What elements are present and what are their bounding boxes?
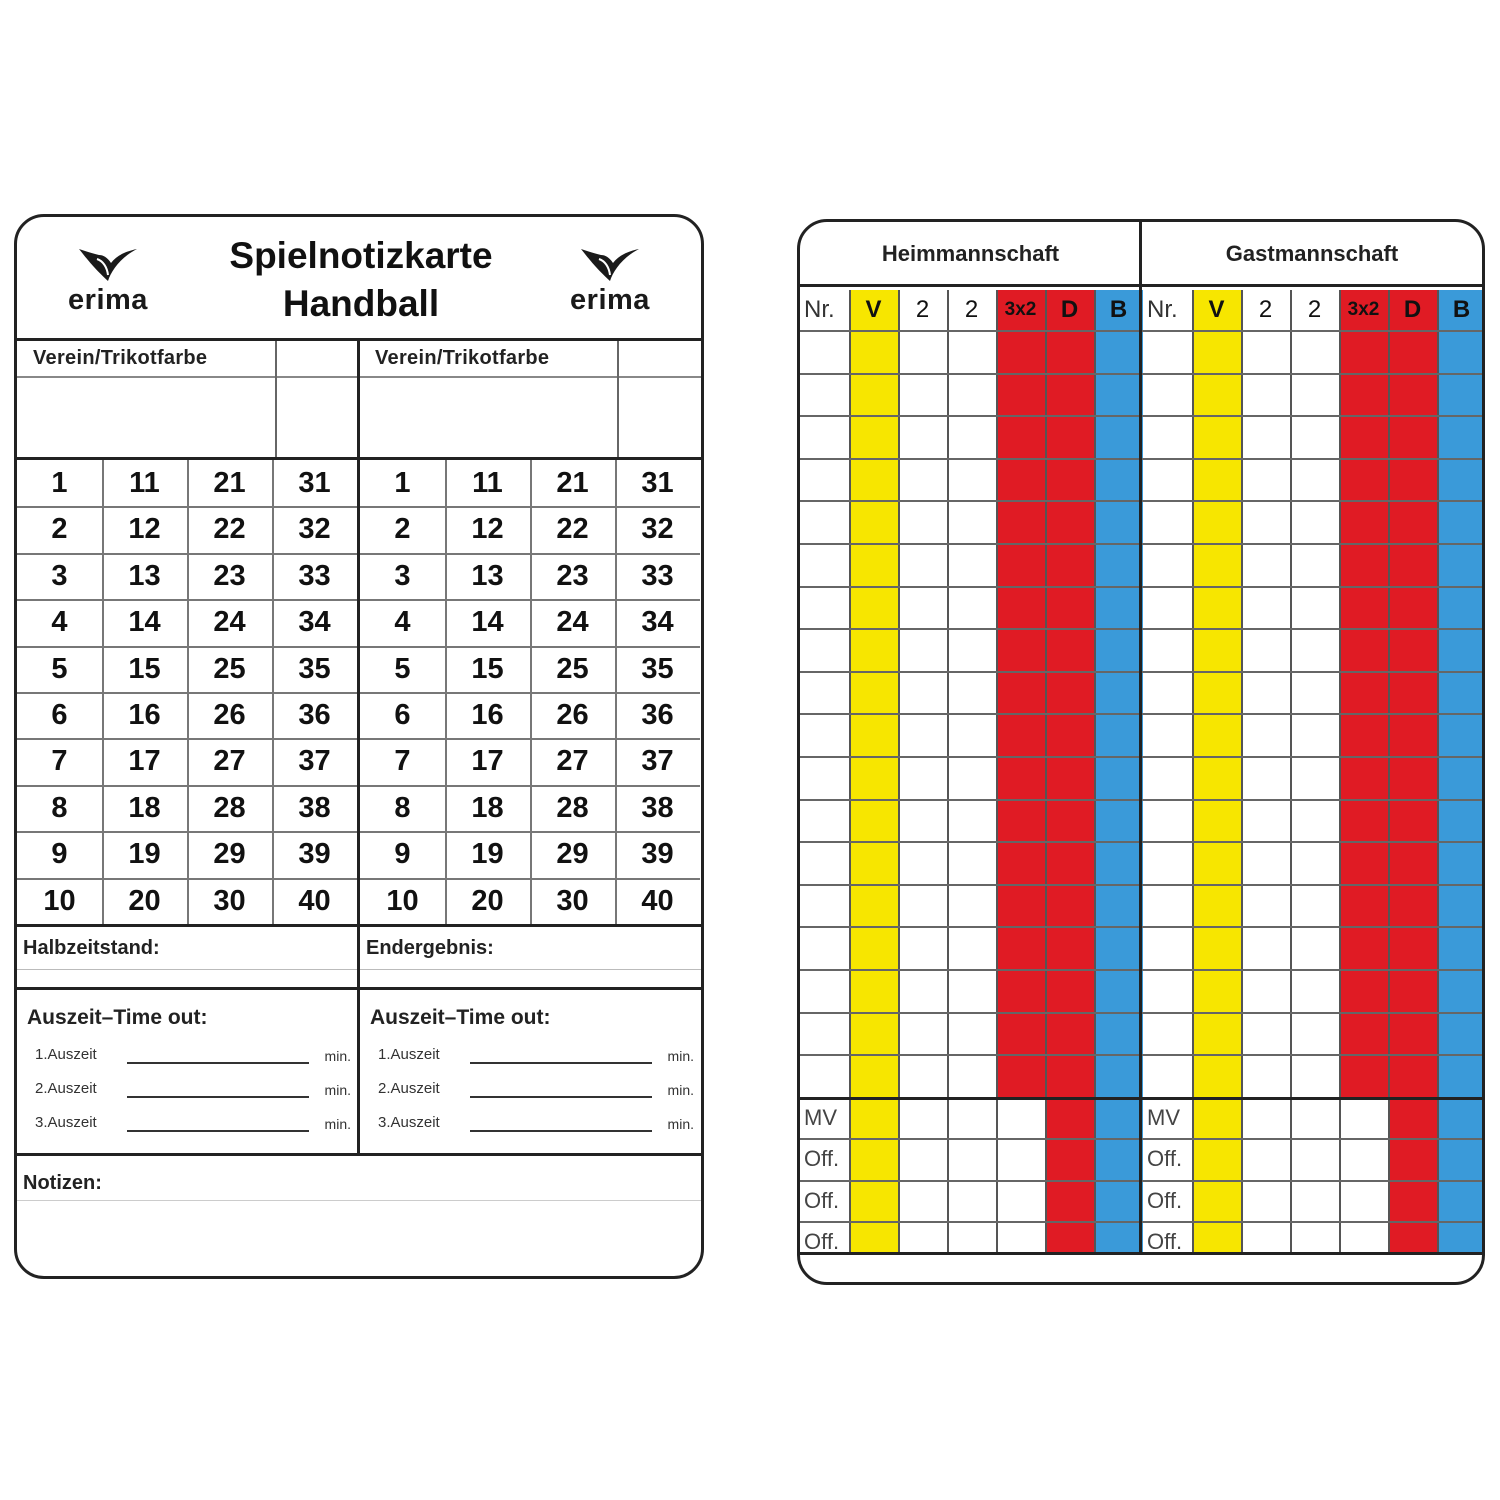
player-number-cell[interactable]: 34 (641, 606, 674, 639)
player-number-cell[interactable]: 39 (298, 838, 331, 871)
grid-line (800, 1012, 1143, 1014)
brand-word: erima (570, 284, 650, 316)
write-line (127, 1096, 309, 1098)
divider (17, 969, 357, 970)
grid-line (445, 460, 447, 924)
player-number-cell[interactable]: 35 (641, 652, 674, 685)
player-number-cell[interactable]: 21 (556, 467, 589, 499)
halftime-box[interactable] (17, 924, 357, 990)
team-box-right[interactable] (359, 341, 701, 460)
min-label: min. (667, 1116, 694, 1132)
player-number-cell[interactable]: 36 (298, 699, 331, 731)
player-number-cell[interactable]: 29 (556, 838, 589, 871)
grid-line (800, 884, 1143, 886)
column-header: 3x2 (1347, 299, 1380, 320)
timeout-box-right (360, 990, 701, 1156)
grid-line (947, 290, 949, 1252)
column-3-body (947, 290, 996, 1097)
grid-line (1339, 290, 1341, 1252)
player-number-cell[interactable]: 28 (556, 791, 589, 824)
grid-line (1143, 969, 1485, 971)
player-number-cell[interactable]: 12 (471, 513, 504, 546)
team-label: Verein/Trikotfarbe (33, 347, 208, 369)
player-number-cell[interactable]: 6 (51, 699, 68, 731)
timeout-row[interactable] (378, 1080, 694, 1102)
min-label: min. (324, 1048, 351, 1064)
erima-logo-right (555, 245, 665, 325)
player-number-cell[interactable]: 20 (128, 884, 161, 917)
grid-line (1290, 290, 1292, 1252)
column-3-footer (1290, 1097, 1339, 1252)
grid-line (800, 330, 1143, 332)
grid-line (1143, 926, 1485, 928)
min-label: min. (667, 1048, 694, 1064)
center-divider (1139, 222, 1142, 1252)
player-number-cell[interactable]: 17 (471, 745, 504, 778)
player-number-cell[interactable]: 10 (386, 884, 419, 917)
grid-line (800, 713, 1143, 715)
official-row-label[interactable]: MV (1147, 1104, 1180, 1130)
player-number-cell[interactable]: 3 (394, 559, 411, 592)
player-number-cell[interactable]: 40 (641, 884, 674, 917)
player-number-cell[interactable]: 18 (128, 791, 161, 824)
grid-line (615, 460, 617, 924)
grid-line (1143, 756, 1485, 758)
timeout-row[interactable] (35, 1046, 351, 1068)
column-header: 2 (1258, 296, 1273, 323)
grid-line (1388, 290, 1390, 1252)
official-row-label[interactable]: Off. (1147, 1187, 1183, 1213)
write-line (470, 1096, 652, 1098)
divider (359, 376, 701, 378)
grid-line (800, 1221, 1143, 1223)
player-number-cell[interactable]: 27 (556, 745, 589, 778)
player-number-cell[interactable]: 36 (641, 699, 674, 731)
column-header: V (865, 296, 882, 323)
player-number-cell[interactable]: 26 (213, 699, 246, 731)
grid-line (849, 290, 851, 1252)
brand-word: erima (68, 284, 148, 316)
player-number-cell[interactable]: 32 (641, 513, 674, 546)
grid-line (530, 460, 532, 924)
player-number-cell[interactable]: 14 (471, 606, 504, 639)
grid-line (898, 290, 900, 1252)
grid-line (800, 373, 1143, 375)
column-0-body (1143, 290, 1192, 1097)
grid-line (800, 1054, 1143, 1056)
player-number-cell[interactable]: 37 (641, 745, 674, 778)
timeout-label: Auszeit–Time out: (370, 1006, 551, 1029)
grid-line (1143, 884, 1485, 886)
erima-logo-left (53, 245, 163, 325)
erima-wing-icon (579, 245, 641, 285)
grid-line (1143, 1012, 1485, 1014)
player-number-cell[interactable]: 31 (641, 467, 674, 499)
player-number-cell[interactable]: 3 (51, 559, 68, 592)
column-1-footer (1192, 1097, 1241, 1252)
grid-line (800, 969, 1143, 971)
grid-line (800, 586, 1143, 588)
timeout-row[interactable] (378, 1046, 694, 1068)
grid-line (800, 1097, 1143, 1100)
player-number-cell[interactable]: 6 (394, 699, 411, 731)
player-number-cell[interactable]: 9 (394, 838, 411, 871)
column-header: D (1403, 296, 1422, 323)
column-2-footer (898, 1097, 947, 1252)
player-number-cell[interactable]: 22 (556, 513, 589, 546)
grid-line (102, 460, 104, 924)
grid-line (272, 460, 274, 924)
grid-line (800, 458, 1143, 460)
column-1-body (1192, 290, 1241, 1097)
team-label: Verein/Trikotfarbe (375, 347, 550, 369)
player-number-cell[interactable]: 24 (213, 606, 246, 639)
grid-line (800, 628, 1143, 630)
player-number-cell[interactable]: 23 (213, 559, 246, 592)
grid-line (1143, 841, 1485, 843)
player-number-cell[interactable]: 10 (43, 884, 76, 917)
player-number-cell[interactable]: 4 (394, 606, 411, 639)
divider (17, 1200, 701, 1201)
divider (17, 376, 359, 378)
column-4-footer (1339, 1097, 1388, 1252)
player-number-cell[interactable]: 27 (213, 745, 246, 778)
timeout-label: Auszeit–Time out: (27, 1006, 208, 1029)
guest-team-header: Gastmannschaft (1142, 222, 1482, 287)
divider (617, 341, 619, 457)
divider (360, 969, 701, 970)
player-number-cell[interactable]: 38 (298, 791, 331, 824)
column-3-footer (947, 1097, 996, 1252)
grid-line (800, 926, 1143, 928)
timeout-row-label: 3.Auszeit (378, 1114, 440, 1131)
column-header: Nr. (1147, 296, 1178, 323)
column-2-body (898, 290, 947, 1097)
grid-line (187, 460, 189, 924)
player-number-cell[interactable]: 16 (128, 699, 161, 731)
notes-box[interactable] (17, 1156, 701, 1276)
min-label: min. (324, 1082, 351, 1098)
timeout-row[interactable] (35, 1080, 351, 1102)
grid-line (1143, 1221, 1485, 1223)
timeout-row-label: 1.Auszeit (35, 1046, 97, 1063)
player-number-cell[interactable]: 7 (51, 745, 68, 778)
grid-line (1143, 415, 1485, 417)
player-number-cell[interactable]: 4 (51, 606, 68, 639)
grid-line (800, 841, 1143, 843)
grid-line (800, 415, 1143, 417)
column-header: 2 (915, 296, 930, 323)
grid-line (1241, 290, 1243, 1252)
player-number-cell[interactable]: 15 (128, 652, 161, 685)
timeout-row-label: 2.Auszeit (378, 1080, 440, 1097)
player-number-cell[interactable]: 38 (641, 791, 674, 824)
column-3-body (1290, 290, 1339, 1097)
write-line (470, 1130, 652, 1132)
final-result-box[interactable] (360, 924, 701, 990)
back-card (797, 219, 1485, 1285)
player-number-cell[interactable]: 17 (128, 745, 161, 778)
column-5-body (1045, 290, 1094, 1097)
column-2-footer (1241, 1097, 1290, 1252)
timeout-row-label: 1.Auszeit (378, 1046, 440, 1063)
column-header: 3x2 (1004, 299, 1037, 320)
player-number-cell[interactable]: 13 (471, 559, 504, 592)
team-box-left[interactable] (17, 341, 359, 460)
official-row-label[interactable]: Off. (1147, 1229, 1183, 1255)
grid-line (1143, 586, 1485, 588)
player-number-grid-left (17, 460, 357, 924)
column-5-body (1388, 290, 1437, 1097)
grid-line (1045, 290, 1047, 1252)
player-number-cell[interactable]: 2 (394, 513, 411, 546)
player-number-cell[interactable]: 24 (556, 606, 589, 639)
official-row-label[interactable]: Off. (1147, 1146, 1183, 1172)
official-row-label[interactable]: Off. (804, 1187, 840, 1213)
grid-line (800, 500, 1143, 502)
column-1-body (849, 290, 898, 1097)
column-0-body (800, 290, 849, 1097)
column-5-footer (1388, 1097, 1437, 1252)
grid-line (1143, 628, 1485, 630)
player-number-cell[interactable]: 1 (51, 467, 68, 499)
column-4-body (996, 290, 1045, 1097)
player-number-cell[interactable]: 39 (641, 838, 674, 871)
player-number-cell[interactable]: 16 (471, 699, 504, 731)
timeout-box-left (17, 990, 357, 1156)
grid-line (800, 1138, 1143, 1140)
write-line (127, 1062, 309, 1064)
front-card (14, 214, 704, 1279)
player-number-cell[interactable]: 33 (641, 559, 674, 592)
grid-line (800, 671, 1143, 673)
grid-line (1143, 500, 1485, 502)
final-label: Endergebnis: (366, 937, 494, 959)
grid-line (1143, 671, 1485, 673)
min-label: min. (667, 1082, 694, 1098)
player-number-cell[interactable]: 23 (556, 559, 589, 592)
grid-line (1143, 458, 1485, 460)
grid-line (1143, 373, 1485, 375)
column-4-body (1339, 290, 1388, 1097)
write-line (127, 1130, 309, 1132)
grid-line (800, 543, 1143, 545)
player-number-cell[interactable]: 29 (213, 838, 246, 871)
player-number-cell[interactable]: 2 (51, 513, 68, 546)
player-number-cell[interactable]: 19 (128, 838, 161, 871)
player-number-cell[interactable]: 15 (471, 652, 504, 685)
column-6-body (1094, 290, 1143, 1097)
grid-line (1143, 713, 1485, 715)
player-number-cell[interactable]: 28 (213, 791, 246, 824)
player-number-cell[interactable]: 12 (128, 513, 161, 546)
grid-line (1094, 290, 1096, 1252)
player-number-cell[interactable]: 11 (129, 467, 160, 499)
grid-line (1437, 290, 1439, 1252)
front-header (17, 217, 701, 341)
column-4-footer (996, 1097, 1045, 1252)
grid-line (1143, 1138, 1485, 1140)
column-header: Nr. (804, 296, 835, 323)
player-number-cell[interactable]: 18 (471, 791, 504, 824)
player-number-cell[interactable]: 31 (298, 467, 331, 499)
player-number-cell[interactable]: 19 (471, 838, 504, 871)
grid-line (800, 756, 1143, 758)
player-number-cell[interactable]: 33 (298, 559, 331, 592)
player-number-grid-right (360, 460, 700, 924)
column-header: 2 (1307, 296, 1322, 323)
player-number-cell[interactable]: 5 (51, 652, 68, 685)
player-number-cell[interactable]: 11 (472, 467, 503, 499)
column-header: V (1208, 296, 1225, 323)
column-header: B (1452, 296, 1471, 323)
grid-line (800, 1180, 1143, 1182)
player-number-cell[interactable]: 35 (298, 652, 331, 685)
player-number-cell[interactable]: 30 (213, 884, 246, 917)
player-number-cell[interactable]: 21 (213, 467, 246, 499)
column-1-footer (849, 1097, 898, 1252)
home-team-header: Heimmannschaft (800, 222, 1141, 287)
card-footer (800, 1252, 1482, 1285)
player-number-cell[interactable]: 8 (394, 791, 411, 824)
column-6-body (1437, 290, 1485, 1097)
official-row-label[interactable]: Off. (804, 1229, 840, 1255)
timeout-row[interactable] (378, 1114, 694, 1136)
halftime-label: Halbzeitstand: (23, 937, 160, 959)
write-line (470, 1062, 652, 1064)
player-number-cell[interactable]: 26 (556, 699, 589, 731)
divider (275, 341, 277, 457)
column-6-footer (1094, 1097, 1143, 1252)
player-number-cell[interactable]: 40 (298, 884, 331, 917)
player-number-cell[interactable]: 7 (394, 745, 411, 778)
player-number-cell[interactable]: 13 (128, 559, 161, 592)
timeout-row-label: 3.Auszeit (35, 1114, 97, 1131)
grid-line (800, 799, 1143, 801)
grid-line (1143, 1054, 1485, 1056)
player-number-cell[interactable]: 32 (298, 513, 331, 546)
grid-line (1143, 799, 1485, 801)
player-number-cell[interactable]: 9 (51, 838, 68, 871)
player-number-cell[interactable]: 8 (51, 791, 68, 824)
player-number-cell[interactable]: 25 (213, 652, 246, 685)
grid-line (1143, 1180, 1485, 1182)
grid-line (996, 290, 998, 1252)
card-title (167, 232, 555, 328)
title-line-2: Handball (282, 283, 440, 324)
notes-label: Notizen: (23, 1172, 102, 1194)
column-5-footer (1045, 1097, 1094, 1252)
timeout-row[interactable] (35, 1114, 351, 1136)
grid-line (1143, 330, 1485, 332)
player-number-cell[interactable]: 37 (298, 745, 331, 778)
grid-line (1143, 1097, 1485, 1100)
timeout-row-label: 2.Auszeit (35, 1080, 97, 1097)
column-header: 2 (964, 296, 979, 323)
player-number-cell[interactable]: 20 (471, 884, 504, 917)
title-line-1: Spielnotizkarte (229, 235, 493, 276)
column-6-footer (1437, 1097, 1485, 1252)
column-header: B (1109, 296, 1128, 323)
player-number-cell[interactable]: 22 (213, 513, 246, 546)
player-number-cell[interactable]: 34 (298, 606, 331, 639)
grid-line (1143, 543, 1485, 545)
player-number-cell[interactable]: 14 (128, 606, 161, 639)
column-2-body (1241, 290, 1290, 1097)
official-row-label[interactable]: MV (804, 1104, 837, 1130)
min-label: min. (324, 1116, 351, 1132)
player-number-cell[interactable]: 5 (394, 652, 411, 685)
grid-line (1192, 290, 1194, 1252)
player-number-cell[interactable]: 25 (556, 652, 589, 685)
erima-wing-icon (77, 245, 139, 285)
official-row-label[interactable]: Off. (804, 1146, 840, 1172)
player-number-cell[interactable]: 1 (394, 467, 411, 499)
column-header: D (1060, 296, 1079, 323)
player-number-cell[interactable]: 30 (556, 884, 589, 917)
